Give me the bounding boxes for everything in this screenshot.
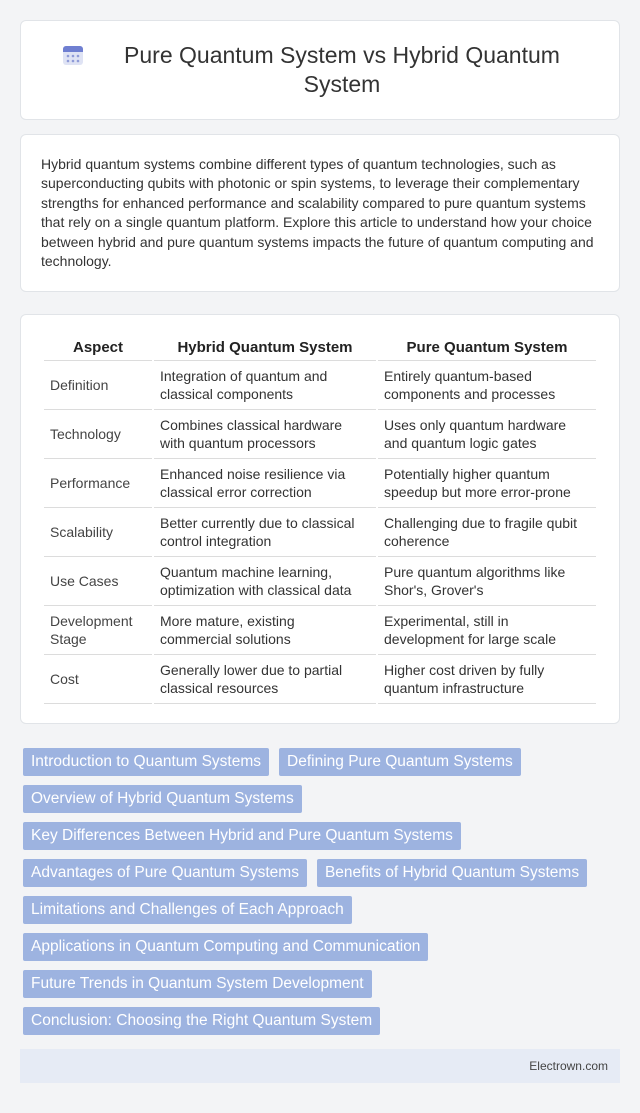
link-introduction[interactable]: Introduction to Quantum Systems xyxy=(23,748,269,776)
pure-cell: Entirely quantum-based components and processes xyxy=(378,361,596,410)
aspect-cell: Cost xyxy=(44,655,152,704)
pure-cell: Experimental, still in development for large scale xyxy=(378,606,596,655)
calendar-icon xyxy=(61,43,85,67)
topic-links xyxy=(20,748,620,1035)
hybrid-cell: Enhanced noise resilience via classical error correction xyxy=(154,459,376,508)
table-row xyxy=(44,557,596,606)
hybrid-cell: Generally lower due to partial classical resources xyxy=(154,655,376,704)
pure-cell: Challenging due to fragile qubit coherence xyxy=(378,508,596,557)
aspect-cell: Technology xyxy=(44,410,152,459)
aspect-cell: Development Stage xyxy=(44,606,152,655)
pure-cell: Higher cost driven by fully quantum infrastructure xyxy=(378,655,596,704)
header-hybrid: Hybrid Quantum System xyxy=(154,333,376,361)
intro-text: Hybrid quantum systems combine different types of quantum technologies, such as superconducting qubits with photonic or spin systems, to leverage their complementary strengths for enhanced performance and scalability compared to pure quantum systems that rely on a single quantum platform. Explore this article to understand how your choice between hybrid and pure quantum systems impacts the future of quantum computing and technology. xyxy=(41,156,594,270)
table-row xyxy=(44,508,596,557)
aspect-cell: Use Cases xyxy=(44,557,152,606)
link-conclusion[interactable]: Conclusion: Choosing the Right Quantum System xyxy=(23,1007,380,1035)
header-aspect: Aspect xyxy=(44,333,152,361)
comparison-table xyxy=(42,333,598,704)
title-card xyxy=(20,20,620,120)
link-advantages-pure[interactable]: Advantages of Pure Quantum Systems xyxy=(23,859,307,887)
pure-cell: Pure quantum algorithms like Shor's, Grover's xyxy=(378,557,596,606)
link-defining-pure[interactable]: Defining Pure Quantum Systems xyxy=(279,748,521,776)
hybrid-cell: Combines classical hardware with quantum processors xyxy=(154,410,376,459)
table-row xyxy=(44,410,596,459)
link-key-differences[interactable]: Key Differences Between Hybrid and Pure Quantum Systems xyxy=(23,822,461,850)
intro-card xyxy=(20,134,620,292)
table-row xyxy=(44,361,596,410)
hybrid-cell: Quantum machine learning, optimization with classical data xyxy=(154,557,376,606)
aspect-cell: Scalability xyxy=(44,508,152,557)
pure-cell: Uses only quantum hardware and quantum logic gates xyxy=(378,410,596,459)
footer xyxy=(20,1049,620,1083)
footer-site-name[interactable]: Electrown.com xyxy=(529,1059,608,1073)
table-row xyxy=(44,606,596,655)
pure-cell: Potentially higher quantum speedup but more error-prone xyxy=(378,459,596,508)
hybrid-cell: More mature, existing commercial solutions xyxy=(154,606,376,655)
link-applications[interactable]: Applications in Quantum Computing and Communication xyxy=(23,933,428,961)
link-limitations[interactable]: Limitations and Challenges of Each Approach xyxy=(23,896,352,924)
hybrid-cell: Integration of quantum and classical components xyxy=(154,361,376,410)
table-row xyxy=(44,655,596,704)
hybrid-cell: Better currently due to classical control integration xyxy=(154,508,376,557)
link-overview-hybrid[interactable]: Overview of Hybrid Quantum Systems xyxy=(23,785,302,813)
header-pure: Pure Quantum System xyxy=(378,333,596,361)
aspect-cell: Definition xyxy=(44,361,152,410)
aspect-cell: Performance xyxy=(44,459,152,508)
table-header-row xyxy=(44,333,596,361)
page-title: Pure Quantum System vs Hybrid Quantum System xyxy=(124,42,560,97)
table-row xyxy=(44,459,596,508)
link-future-trends[interactable]: Future Trends in Quantum System Development xyxy=(23,970,372,998)
comparison-card xyxy=(20,314,620,724)
title-wrap xyxy=(61,41,579,99)
link-benefits-hybrid[interactable]: Benefits of Hybrid Quantum Systems xyxy=(317,859,587,887)
